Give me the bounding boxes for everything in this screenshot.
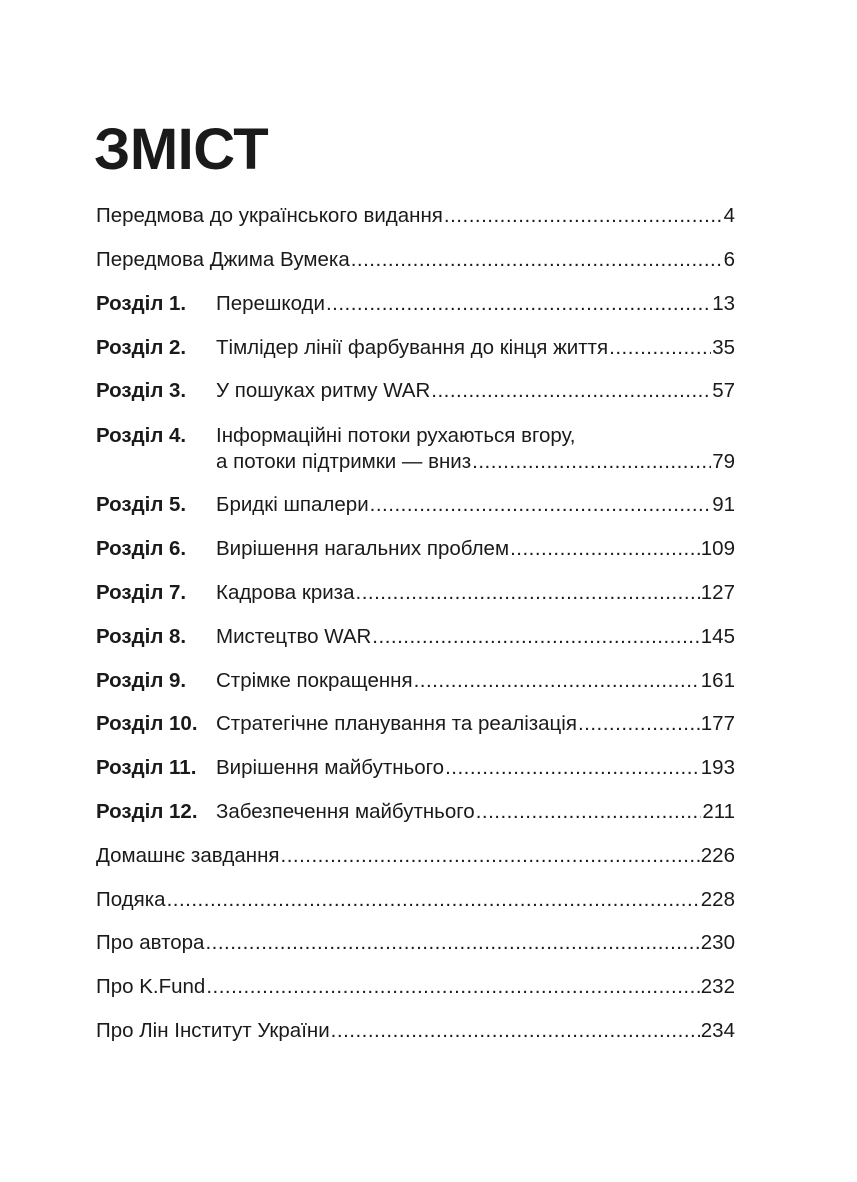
toc-chapter-label: Розділ 8. <box>96 625 187 648</box>
toc-entry-chapter-10[interactable] <box>96 711 735 737</box>
toc-entry-title: Перешкоди <box>216 292 325 315</box>
toc-leader-dots <box>370 492 712 518</box>
toc-entry-title: Стрімке покращення <box>216 669 413 692</box>
toc-entry-page: 230 <box>700 931 735 954</box>
toc-entry-title: Передмова Джима Вумека <box>96 248 350 271</box>
toc-entry-page: 4 <box>723 204 735 227</box>
toc-entry-title: Бридкі шпалери <box>216 493 369 516</box>
toc-entry-page: 161 <box>700 669 735 692</box>
toc-entry-title: Передмова до українського видання <box>96 204 443 227</box>
toc-entry-page: 193 <box>700 756 735 779</box>
toc-leader-dots <box>510 536 700 562</box>
toc-chapter-label: Розділ 11. <box>96 756 197 779</box>
toc-entry-page: 145 <box>700 625 735 648</box>
toc-entry-page: 226 <box>700 844 735 867</box>
toc-chapter-label: Розділ 7. <box>96 581 187 604</box>
toc-entry-title-continued: а потоки підтримки — вниз <box>216 450 472 473</box>
toc-entry-page: 127 <box>700 581 735 604</box>
toc-leader-dots <box>609 335 711 361</box>
toc-entry-about-kfund[interactable] <box>96 974 735 1000</box>
toc-leader-dots <box>351 247 723 273</box>
toc-entry-chapter-11[interactable] <box>96 755 735 781</box>
toc-entry-page: 211 <box>702 800 735 823</box>
toc-entry-chapter-6[interactable] <box>96 536 735 562</box>
toc-chapter-label: Розділ 9. <box>96 669 187 692</box>
toc-entry-title: Вирішення нагальних проблем <box>216 537 510 560</box>
toc-entry-title: Стратегічне планування та реалізація <box>216 712 577 735</box>
toc-entry-chapter-4[interactable] <box>96 423 735 475</box>
toc-chapter-label: Розділ 3. <box>96 379 187 402</box>
toc-entry-title: Домашнє завдання <box>96 844 280 867</box>
toc-leader-dots <box>372 624 699 650</box>
toc-entry-chapter-1[interactable] <box>96 291 735 317</box>
toc-leader-dots <box>578 711 700 737</box>
toc-entry-page: 35 <box>712 336 735 359</box>
toc-entry-page: 234 <box>700 1019 735 1042</box>
toc-entry-preface-ukrainian[interactable] <box>96 203 735 229</box>
toc-heading: ЗМІСТ <box>94 117 269 182</box>
toc-leader-dots <box>445 755 700 781</box>
toc-chapter-label: Розділ 4. <box>96 424 187 447</box>
toc-entry-title: Мистецтво WAR <box>216 625 372 648</box>
toc-entry-page: 13 <box>712 292 735 315</box>
toc-entry-title: Вирішення майбутнього <box>216 756 445 779</box>
toc-entry-page: 232 <box>700 975 735 998</box>
toc-leader-dots <box>167 887 700 913</box>
toc-entry-title: Тімлідер лінії фарбування до кінця життя <box>216 336 609 359</box>
toc-entry-chapter-3[interactable] <box>96 378 735 404</box>
toc-entry-title: Про автора <box>96 931 205 954</box>
toc-entry-chapter-8[interactable] <box>96 624 735 650</box>
toc-entry-page: 79 <box>712 450 735 473</box>
toc-chapter-label: Розділ 5. <box>96 493 187 516</box>
toc-chapter-label: Розділ 6. <box>96 537 187 560</box>
toc-entry-title: Забезпечення майбутнього <box>216 800 475 823</box>
toc-entry-chapter-7[interactable] <box>96 580 735 606</box>
toc-leader-dots <box>472 449 711 475</box>
toc-entry-title: Про K.Fund <box>96 975 206 998</box>
toc-entry-chapter-5[interactable] <box>96 492 735 518</box>
toc-entry-page: 91 <box>712 493 735 516</box>
toc-entry-title: Подяка <box>96 888 166 911</box>
toc-entry-about-lean-institute[interactable] <box>96 1018 735 1044</box>
toc-entry-page: 57 <box>712 379 735 402</box>
toc-leader-dots <box>431 378 711 404</box>
toc-entry-title: У пошуках ритму WAR <box>216 379 431 402</box>
toc-entry-chapter-12[interactable] <box>96 799 735 825</box>
toc-entry-page: 177 <box>700 712 735 735</box>
toc-chapter-label: Розділ 1. <box>96 292 187 315</box>
toc-entry-chapter-2[interactable] <box>96 335 735 361</box>
toc-leader-dots <box>281 843 700 869</box>
toc-chapter-label: Розділ 10. <box>96 712 198 735</box>
toc-leader-dots <box>205 930 699 956</box>
toc-leader-dots <box>414 668 700 694</box>
toc-entry-page: 109 <box>700 537 735 560</box>
toc-chapter-label: Розділ 12. <box>96 800 198 823</box>
toc-chapter-label: Розділ 2. <box>96 336 187 359</box>
toc-entry-chapter-9[interactable] <box>96 668 735 694</box>
toc-leader-dots <box>476 799 702 825</box>
toc-entry-about-author[interactable] <box>96 930 735 956</box>
toc-leader-dots <box>356 580 700 606</box>
toc-entry-acknowledgements[interactable] <box>96 887 735 913</box>
toc-entry-title: Інформаційні потоки рухаються вгору, <box>216 424 576 447</box>
toc-entry-page: 228 <box>700 888 735 911</box>
toc-entry-title: Про Лін Інститут України <box>96 1019 330 1042</box>
toc-entry-preface-womack[interactable] <box>96 247 735 273</box>
toc-entry-page: 6 <box>723 248 735 271</box>
toc-leader-dots <box>206 974 699 1000</box>
toc-leader-dots <box>326 291 711 317</box>
toc-entry-homework[interactable] <box>96 843 735 869</box>
toc-leader-dots <box>331 1018 700 1044</box>
toc-leader-dots <box>444 203 723 229</box>
toc-entry-title: Кадрова криза <box>216 581 355 604</box>
